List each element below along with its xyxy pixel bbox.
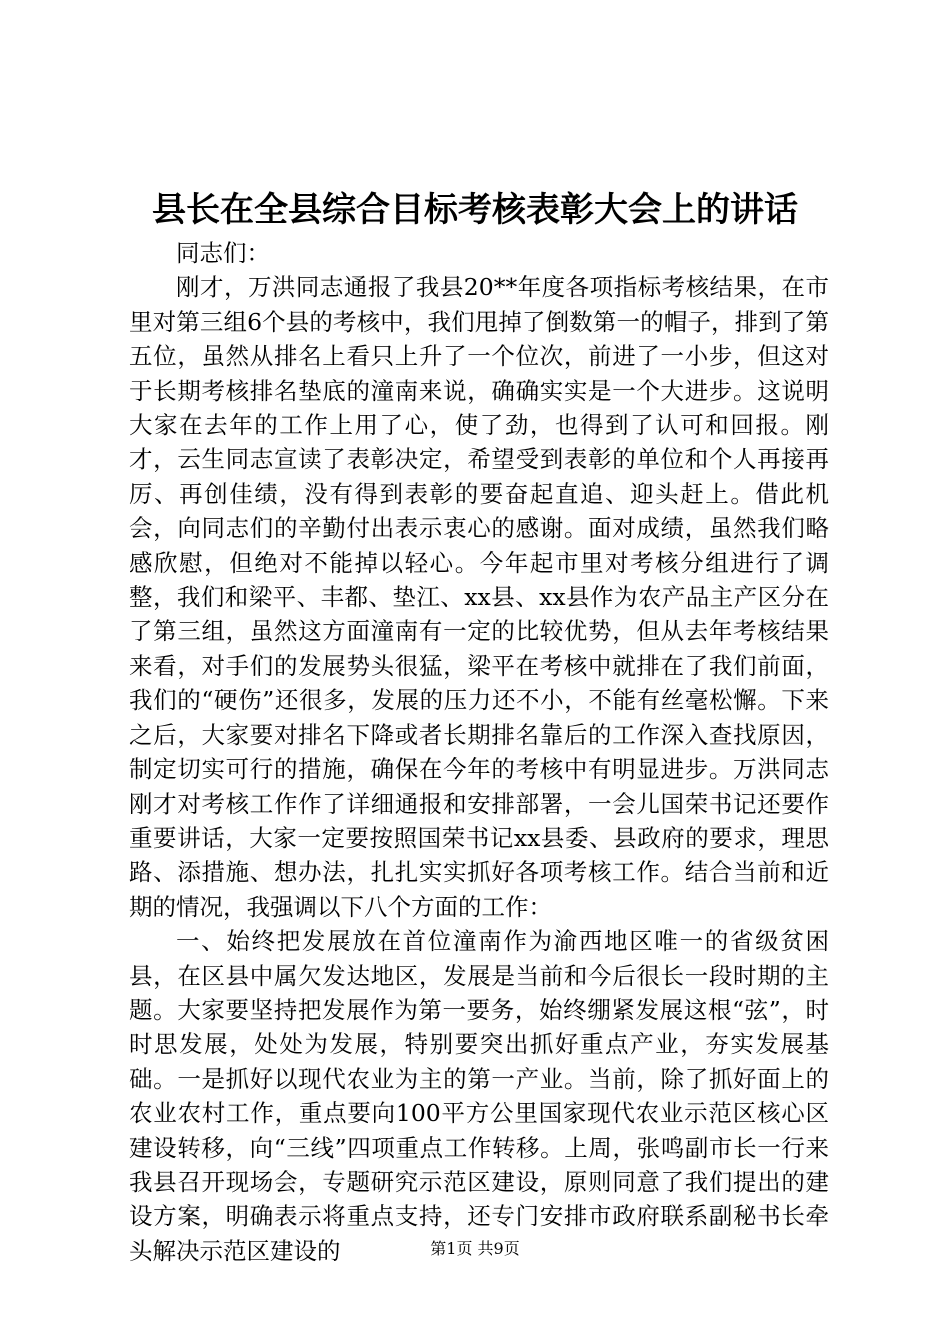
document-body: [129, 236, 829, 1268]
page-number: 第1页 共9页: [430, 1239, 520, 1258]
document-title: 县长在全县综合目标考核表彰大会上的讲话: [152, 190, 798, 230]
paragraph-1: 刚才，万洪同志通报了我县20**年度各项指标考核结果，在市里对第三组6个县的考核中，我们甩掉了倒数第一的帽子，排到了第五位，虽然从排名上看只上升了一个位次，前进了一小步，但这对于长期考核排名垫底的潼南来说，确确实实是一个大进步。这说明大家在去年的工作上用了心，使了劲，也得到了认可和回报。刚才，云生同志宣读了表彰决定，希望受到表彰的单位和个人再接再厉、再创佳绩，没有得到表彰的要奋起直追、迎头赶上。借此机会，向同志们的辛勤付出表示衷心的感谢。面对成绩，虽然我们略感欣慰，但绝对不能掉以轻心。今年起市里对考核分组进行了调整，我们和梁平、丰都、垫江、xx县、xx县作为农产品主产区分在了第三组，虽然这方面潼南有一定的比较优势，但从去年考核结果来看，对手们的发展势头很猛，梁平在考核中就排在了我们前面，我们的“硬伤”还很多，发展的压力还不小，不能有丝毫松懈。下来之后，大家要对排名下降或者长期排名靠后的工作深入查找原因，制定切实可行的措施，确保在今年的考核中有明显进步。万洪同志刚才对考核工作作了详细通报和安排部署，一会儿国荣书记还要作重要讲话，大家一定要按照国荣书记xx县委、县政府的要求，理思路、添措施、想办法，扎扎实实抓好各项考核工作。结合当前和近期的情况，我强调以下八个方面的工作：: [129, 273, 829, 921]
paragraph-2: 一、始终把发展放在首位潼南作为渝西地区唯一的省级贫困县，在区县中属欠发达地区，发展是当前和今后很长一段时期的主题。大家要坚持把发展作为第一要务，始终绷紧发展这根“弦”，时时思发展，处处为发展，特别要突出抓好重点产业，夯实发展基础。一是抓好以现代农业为主的第一产业。当前，除了抓好面上的农业农村工作，重点要向100平方公里国家现代农业示范区核心区建设转移，向“三线”四项重点工作转移。上周，张鸣副市长一行来我县召开现场会，专题研究示范区建设，原则同意了我们提出的建设方案，明确表示将重点支持，还专门安排市政府联系副秘书长牵头解决示范区建设的: [129, 927, 829, 1265]
salutation: 同志们：: [176, 239, 270, 267]
